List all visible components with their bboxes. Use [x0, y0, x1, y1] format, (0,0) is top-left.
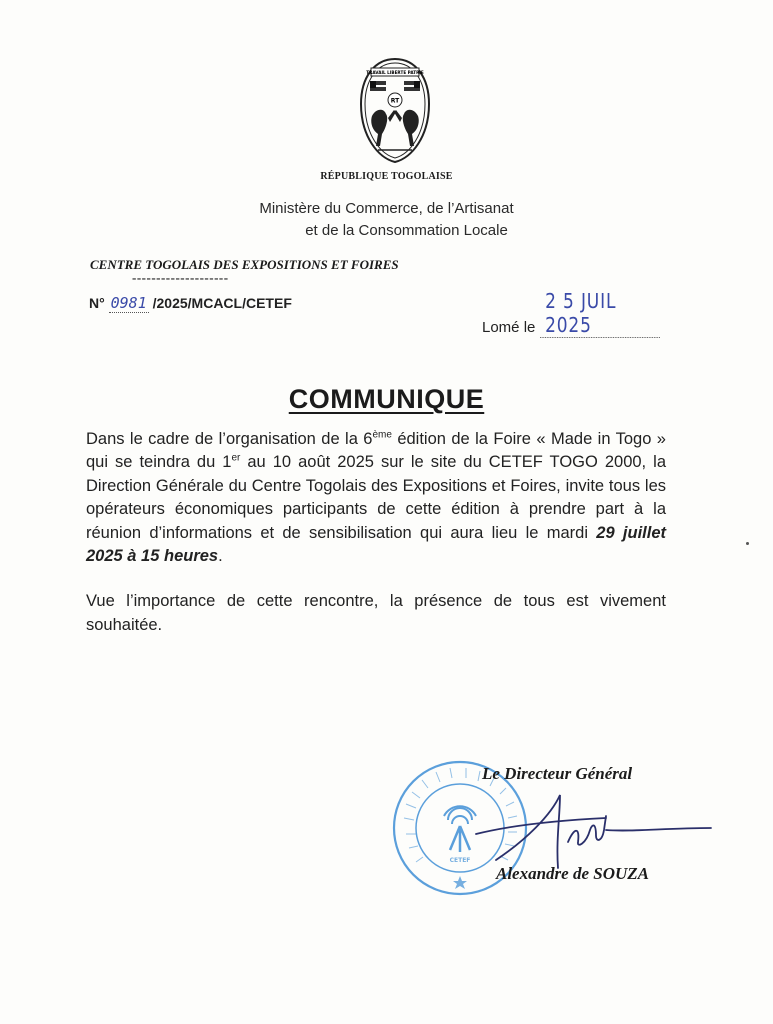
signatory-name: Alexandre de SOUZA — [496, 864, 649, 883]
coat-motto: TRAVAIL LIBERTE PATRIE — [366, 70, 424, 75]
title-text: COMMUNIQUE — [288, 384, 485, 414]
body-paragraph-2: Vue l’importance de cette rencontre, la présence de tous est vivement souhaitée. — [86, 592, 666, 634]
body-paragraph-1: Dans le cadre de l’organisation de la 6ème édition de la Foire « Made in Togo » qui se teindra du 1er au 10 août 2025 sur le site du CETEF TOGO 2000, la Direction Générale du Centre Togolais des Expositions et Foires, invite tous les opérateurs économiques participants de cette édition à prendre part à la réunion d’informations et de sensibilisation qui aura lieu le mardi 29 juillet 2025 à 15 heures. — [86, 429, 667, 566]
ministry-line-1: Ministère du Commerce, de l’Artisanat — [259, 200, 514, 217]
document-title — [0, 384, 773, 415]
paper-speck — [746, 542, 749, 545]
togo-coat-of-arms-icon — [356, 56, 434, 164]
reference-handwritten-number: 0981 — [110, 294, 147, 312]
republic-heading: RÉPUBLIQUE TOGOLAISE — [320, 171, 453, 182]
date-line — [482, 289, 681, 338]
reference-suffix: /2025/MCACL/CETEF — [152, 295, 292, 311]
date-prefix: Lomé le — [482, 319, 536, 336]
centre-underline: -------------------- — [132, 270, 229, 285]
stamp-label: CETEF — [449, 857, 471, 864]
ministry-heading — [0, 198, 773, 242]
ministry-line-2: et de la Consommation Locale — [305, 222, 508, 239]
reference-prefix: N° — [89, 295, 105, 311]
handwritten-signature-icon — [456, 790, 716, 870]
reference-number — [89, 294, 292, 313]
communique-body — [86, 428, 666, 637]
signatory-title: Le Directeur Général — [482, 764, 633, 783]
centre-heading: CENTRE TOGOLAIS DES EXPOSITIONS ET FOIRES — [90, 257, 399, 272]
coat-initials: RT — [390, 97, 400, 105]
meeting-date: 29 juillet 2025 à 15 heures — [86, 523, 667, 566]
stamped-date: 2 5 JUIL 2025 — [540, 289, 660, 338]
